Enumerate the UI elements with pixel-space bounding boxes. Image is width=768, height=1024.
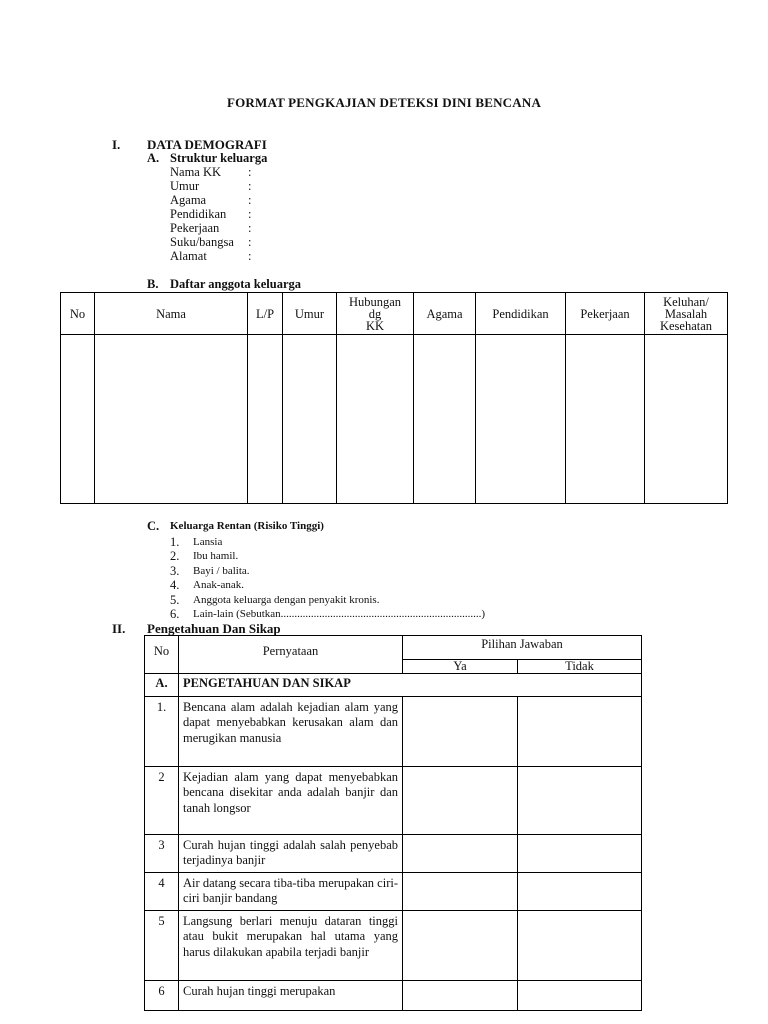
statement-text: Kejadian alam yang dapat menyebabkan bencana disekitar anda adalah banjir dan tanah longsor: [179, 767, 403, 835]
field-label-suku-bangsa: Suku/bangsa: [170, 235, 234, 249]
table-header-row: [145, 636, 642, 660]
field-label-alamat: Alamat: [170, 249, 207, 263]
subsection-a-letter: A.: [147, 151, 160, 165]
row-number: 6: [145, 981, 179, 1011]
table-row: [145, 981, 642, 1011]
list-item-number: 5.: [170, 593, 180, 607]
answer-no-cell[interactable]: [518, 911, 642, 981]
column-header-agama: Agama: [414, 293, 476, 335]
answer-no-cell[interactable]: [518, 873, 642, 911]
section-2-heading: Pengetahuan Dan Sikap: [147, 621, 281, 636]
section-1-heading: DATA DEMOGRAFI: [147, 137, 267, 152]
statement-text: Air datang secara tiba-tiba merupakan ciri-ciri banjir bandang: [179, 873, 403, 911]
list-item: Anggota keluarga dengan penyakit kronis.: [193, 594, 380, 606]
answer-yes-cell[interactable]: [403, 835, 518, 873]
table-row: [145, 767, 642, 835]
column-header-yes: Ya: [403, 660, 518, 674]
answer-no-cell[interactable]: [518, 767, 642, 835]
subsection-title: PENGETAHUAN DAN SIKAP: [179, 674, 642, 697]
list-item-number: 6.: [170, 607, 180, 621]
field-label-pendidikan: Pendidikan: [170, 207, 227, 221]
statement-text: Curah hujan tinggi merupakan: [179, 981, 403, 1011]
family-members-table: [60, 292, 728, 504]
empty-cell[interactable]: [61, 335, 95, 504]
field-colon: :: [248, 235, 252, 249]
empty-cell[interactable]: [414, 335, 476, 504]
empty-cell[interactable]: [566, 335, 645, 504]
table-row: [145, 911, 642, 981]
section-1-number: I.: [112, 137, 121, 152]
row-number: 2: [145, 767, 179, 835]
row-number: 1.: [145, 697, 179, 767]
empty-cell[interactable]: [95, 335, 248, 504]
list-item: Ibu hamil.: [193, 550, 239, 562]
section-2-number: II.: [112, 621, 126, 636]
answer-no-cell[interactable]: [518, 835, 642, 873]
knowledge-attitude-table: [144, 635, 642, 1011]
family-table-header-row: [61, 293, 728, 335]
column-header-umur: Umur: [283, 293, 337, 335]
answer-yes-cell[interactable]: [403, 697, 518, 767]
answer-yes-cell[interactable]: [403, 911, 518, 981]
subsection-row: [145, 674, 642, 697]
table-row: [145, 697, 642, 767]
statement-text: Curah hujan tinggi adalah salah penyebab terjadinya banjir: [179, 835, 403, 873]
table-row: [145, 835, 642, 873]
column-header-keluhan: Keluhan/ Masalah Kesehatan: [645, 293, 728, 335]
field-colon: :: [248, 221, 252, 235]
column-header-statement: Pernyataan: [179, 636, 403, 674]
list-item-number: 2.: [170, 549, 180, 563]
column-header-hubungan: Hubungan dg KK: [337, 293, 414, 335]
list-item-number: 3.: [170, 564, 180, 578]
column-header-lp: L/P: [248, 293, 283, 335]
column-header-no: No: [61, 293, 95, 335]
row-number: 5: [145, 911, 179, 981]
answer-yes-cell[interactable]: [403, 767, 518, 835]
empty-cell[interactable]: [337, 335, 414, 504]
list-item: Lain-lain (Sebutkan.........................................................................): [193, 608, 486, 620]
field-label-agama: Agama: [170, 193, 207, 207]
subsection-b-heading: Daftar anggota keluarga: [170, 277, 302, 291]
list-item: Bayi / balita.: [193, 565, 250, 577]
answer-yes-cell[interactable]: [403, 873, 518, 911]
field-colon: :: [248, 249, 252, 263]
field-label-umur: Umur: [170, 179, 200, 193]
column-header-pendidikan: Pendidikan: [476, 293, 566, 335]
table-row: [145, 873, 642, 911]
subsection-c-heading: Keluarga Rentan (Risiko Tinggi): [170, 520, 324, 532]
list-item-number: 4.: [170, 578, 180, 592]
empty-cell[interactable]: [476, 335, 566, 504]
field-colon: :: [248, 165, 252, 179]
list-item: Lansia: [193, 536, 223, 548]
answer-no-cell[interactable]: [518, 981, 642, 1011]
column-header-no: No: [145, 636, 179, 674]
statement-text: Langsung berlari menuju dataran tinggi atau bukit merupakan hal utama yang harus dilakukan apabila terjadi banjir: [179, 911, 403, 981]
column-header-answer-choice: Pilihan Jawaban: [403, 636, 642, 660]
empty-cell[interactable]: [645, 335, 728, 504]
subsection-letter: A.: [145, 674, 179, 697]
empty-cell[interactable]: [283, 335, 337, 504]
document-title: FORMAT PENGKAJIAN DETEKSI DINI BENCANA: [226, 95, 542, 110]
answer-yes-cell[interactable]: [403, 981, 518, 1011]
field-colon: :: [248, 207, 252, 221]
family-table-empty-row: [61, 335, 728, 504]
row-number: 3: [145, 835, 179, 873]
list-item-number: 1.: [170, 535, 180, 549]
subsection-c-letter: C.: [147, 519, 160, 533]
statement-text: Bencana alam adalah kejadian alam yang dapat menyebabkan kerusakan alam dan merugikan manusia: [179, 697, 403, 767]
column-header-pekerjaan: Pekerjaan: [566, 293, 645, 335]
subsection-a-heading: Struktur keluarga: [170, 151, 268, 165]
field-label-pekerjaan: Pekerjaan: [170, 221, 220, 235]
list-item: Anak-anak.: [193, 579, 245, 591]
field-colon: :: [248, 193, 252, 207]
row-number: 4: [145, 873, 179, 911]
answer-no-cell[interactable]: [518, 697, 642, 767]
empty-cell[interactable]: [248, 335, 283, 504]
field-label-nama-kk: Nama KK: [170, 165, 222, 179]
column-header-no-answer: Tidak: [518, 660, 642, 674]
subsection-b-letter: B.: [147, 277, 159, 291]
field-colon: :: [248, 179, 252, 193]
column-header-nama: Nama: [95, 293, 248, 335]
